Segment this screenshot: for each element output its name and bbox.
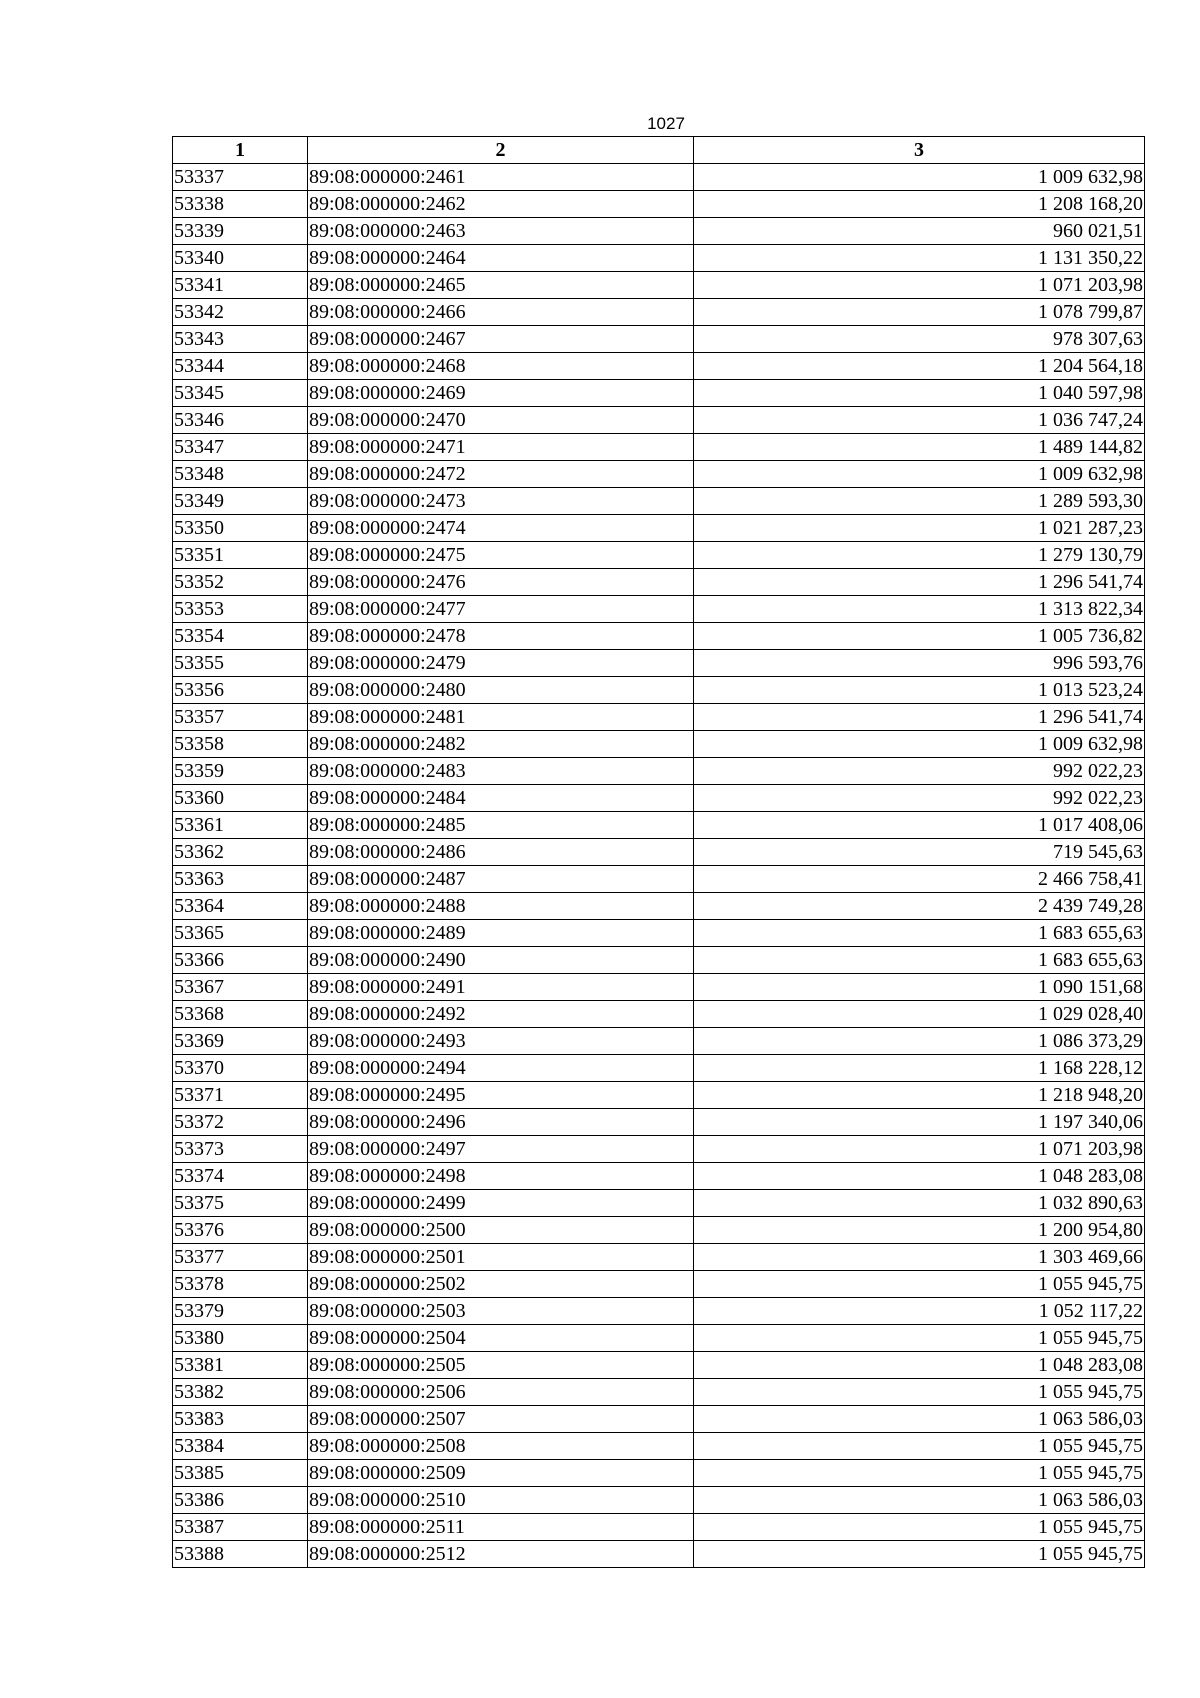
table-row — [173, 1271, 1145, 1298]
cell-cadastral-id: 89:08:000000:2479 — [308, 650, 694, 677]
table-row — [173, 1217, 1145, 1244]
cell-cadastral-id: 89:08:000000:2465 — [308, 272, 694, 299]
cell-number: 53365 — [173, 920, 308, 947]
table-row — [173, 1541, 1145, 1568]
table-row — [173, 677, 1145, 704]
cell-value: 1 063 586,03 — [694, 1406, 1145, 1433]
cell-cadastral-id: 89:08:000000:2462 — [308, 191, 694, 218]
cell-number: 53352 — [173, 569, 308, 596]
cell-cadastral-id: 89:08:000000:2509 — [308, 1460, 694, 1487]
cell-number: 53361 — [173, 812, 308, 839]
cell-number: 53385 — [173, 1460, 308, 1487]
cell-value: 1 055 945,75 — [694, 1379, 1145, 1406]
cell-number: 53355 — [173, 650, 308, 677]
cell-value: 1 078 799,87 — [694, 299, 1145, 326]
table-row — [173, 893, 1145, 920]
header-col-1: 1 — [173, 137, 308, 164]
cell-cadastral-id: 89:08:000000:2493 — [308, 1028, 694, 1055]
table-row — [173, 326, 1145, 353]
cell-number: 53340 — [173, 245, 308, 272]
cell-value: 1 017 408,06 — [694, 812, 1145, 839]
cell-cadastral-id: 89:08:000000:2489 — [308, 920, 694, 947]
table-row — [173, 245, 1145, 272]
cell-cadastral-id: 89:08:000000:2507 — [308, 1406, 694, 1433]
cell-number: 53348 — [173, 461, 308, 488]
cell-number: 53383 — [173, 1406, 308, 1433]
cell-cadastral-id: 89:08:000000:2491 — [308, 974, 694, 1001]
cell-number: 53349 — [173, 488, 308, 515]
table-row — [173, 623, 1145, 650]
cell-cadastral-id: 89:08:000000:2497 — [308, 1136, 694, 1163]
cell-cadastral-id: 89:08:000000:2502 — [308, 1271, 694, 1298]
header-col-2: 2 — [308, 137, 694, 164]
cell-cadastral-id: 89:08:000000:2473 — [308, 488, 694, 515]
table-row — [173, 1001, 1145, 1028]
cell-cadastral-id: 89:08:000000:2472 — [308, 461, 694, 488]
table-row — [173, 407, 1145, 434]
table-row — [173, 731, 1145, 758]
cell-cadastral-id: 89:08:000000:2469 — [308, 380, 694, 407]
cell-number: 53384 — [173, 1433, 308, 1460]
cell-number: 53371 — [173, 1082, 308, 1109]
cell-number: 53369 — [173, 1028, 308, 1055]
cell-value: 1 683 655,63 — [694, 920, 1145, 947]
cell-number: 53343 — [173, 326, 308, 353]
cell-number: 53364 — [173, 893, 308, 920]
cell-number: 53370 — [173, 1055, 308, 1082]
cell-value: 1 032 890,63 — [694, 1190, 1145, 1217]
cell-cadastral-id: 89:08:000000:2512 — [308, 1541, 694, 1568]
cell-value: 1 090 151,68 — [694, 974, 1145, 1001]
cell-cadastral-id: 89:08:000000:2485 — [308, 812, 694, 839]
cell-cadastral-id: 89:08:000000:2488 — [308, 893, 694, 920]
cell-number: 53339 — [173, 218, 308, 245]
table-row — [173, 1487, 1145, 1514]
cell-cadastral-id: 89:08:000000:2483 — [308, 758, 694, 785]
cell-number: 53346 — [173, 407, 308, 434]
cell-value: 2 439 749,28 — [694, 893, 1145, 920]
table-row — [173, 488, 1145, 515]
cell-cadastral-id: 89:08:000000:2492 — [308, 1001, 694, 1028]
table-row — [173, 1055, 1145, 1082]
cell-number: 53374 — [173, 1163, 308, 1190]
cell-number: 53350 — [173, 515, 308, 542]
cell-number: 53387 — [173, 1514, 308, 1541]
cell-value: 1 296 541,74 — [694, 704, 1145, 731]
cell-cadastral-id: 89:08:000000:2463 — [308, 218, 694, 245]
table-row — [173, 1028, 1145, 1055]
cell-cadastral-id: 89:08:000000:2468 — [308, 353, 694, 380]
cell-value: 960 021,51 — [694, 218, 1145, 245]
cell-number: 53388 — [173, 1541, 308, 1568]
cell-value: 1 204 564,18 — [694, 353, 1145, 380]
cell-value: 1 048 283,08 — [694, 1352, 1145, 1379]
cell-value: 978 307,63 — [694, 326, 1145, 353]
cell-number: 53380 — [173, 1325, 308, 1352]
cell-number: 53344 — [173, 353, 308, 380]
cell-number: 53373 — [173, 1136, 308, 1163]
cell-cadastral-id: 89:08:000000:2481 — [308, 704, 694, 731]
table-row — [173, 1460, 1145, 1487]
cell-number: 53366 — [173, 947, 308, 974]
table-row — [173, 1109, 1145, 1136]
table-row — [173, 1082, 1145, 1109]
cell-value: 1 218 948,20 — [694, 1082, 1145, 1109]
table-row — [173, 1352, 1145, 1379]
cell-cadastral-id: 89:08:000000:2503 — [308, 1298, 694, 1325]
cell-cadastral-id: 89:08:000000:2494 — [308, 1055, 694, 1082]
cell-number: 53360 — [173, 785, 308, 812]
cell-value: 1 009 632,98 — [694, 164, 1145, 191]
cell-cadastral-id: 89:08:000000:2466 — [308, 299, 694, 326]
cell-number: 53353 — [173, 596, 308, 623]
table-row — [173, 164, 1145, 191]
cell-number: 53347 — [173, 434, 308, 461]
cell-number: 53382 — [173, 1379, 308, 1406]
table-row — [173, 1298, 1145, 1325]
cell-value: 1 289 593,30 — [694, 488, 1145, 515]
cell-number: 53354 — [173, 623, 308, 650]
cell-value: 1 313 822,34 — [694, 596, 1145, 623]
cell-number: 53381 — [173, 1352, 308, 1379]
cell-value: 992 022,23 — [694, 785, 1145, 812]
cell-value: 1 009 632,98 — [694, 461, 1145, 488]
cell-value: 1 208 168,20 — [694, 191, 1145, 218]
cell-number: 53367 — [173, 974, 308, 1001]
cell-value: 1 071 203,98 — [694, 272, 1145, 299]
cell-value: 1 303 469,66 — [694, 1244, 1145, 1271]
cell-cadastral-id: 89:08:000000:2475 — [308, 542, 694, 569]
cell-value: 2 466 758,41 — [694, 866, 1145, 893]
cell-cadastral-id: 89:08:000000:2487 — [308, 866, 694, 893]
cell-value: 1 086 373,29 — [694, 1028, 1145, 1055]
cell-number: 53341 — [173, 272, 308, 299]
cell-value: 1 063 586,03 — [694, 1487, 1145, 1514]
page-number: 1027 — [647, 114, 685, 133]
cell-number: 53359 — [173, 758, 308, 785]
table-row — [173, 1163, 1145, 1190]
cell-value: 1 055 945,75 — [694, 1541, 1145, 1568]
table-row — [173, 380, 1145, 407]
cell-value: 1 071 203,98 — [694, 1136, 1145, 1163]
cell-cadastral-id: 89:08:000000:2490 — [308, 947, 694, 974]
table-row — [173, 272, 1145, 299]
table-row — [173, 1514, 1145, 1541]
table-row — [173, 1433, 1145, 1460]
table-row — [173, 515, 1145, 542]
cell-cadastral-id: 89:08:000000:2476 — [308, 569, 694, 596]
header-row — [173, 137, 1145, 164]
cell-value: 1 013 523,24 — [694, 677, 1145, 704]
cell-number: 53379 — [173, 1298, 308, 1325]
header-col-3: 3 — [694, 137, 1145, 164]
table-row — [173, 461, 1145, 488]
table-row — [173, 569, 1145, 596]
cell-value: 1 131 350,22 — [694, 245, 1145, 272]
cell-value: 1 168 228,12 — [694, 1055, 1145, 1082]
table-row — [173, 542, 1145, 569]
cell-cadastral-id: 89:08:000000:2470 — [308, 407, 694, 434]
cell-value: 992 022,23 — [694, 758, 1145, 785]
cell-value: 1 683 655,63 — [694, 947, 1145, 974]
cell-number: 53358 — [173, 731, 308, 758]
table-row — [173, 1325, 1145, 1352]
cell-value: 1 055 945,75 — [694, 1433, 1145, 1460]
cell-cadastral-id: 89:08:000000:2505 — [308, 1352, 694, 1379]
cell-cadastral-id: 89:08:000000:2500 — [308, 1217, 694, 1244]
cell-number: 53338 — [173, 191, 308, 218]
cell-cadastral-id: 89:08:000000:2498 — [308, 1163, 694, 1190]
cell-cadastral-id: 89:08:000000:2467 — [308, 326, 694, 353]
table-row — [173, 1379, 1145, 1406]
table-row — [173, 785, 1145, 812]
data-table — [172, 136, 1145, 1568]
cell-cadastral-id: 89:08:000000:2464 — [308, 245, 694, 272]
table-row — [173, 866, 1145, 893]
cell-value: 1 279 130,79 — [694, 542, 1145, 569]
cell-value: 1 055 945,75 — [694, 1325, 1145, 1352]
cell-cadastral-id: 89:08:000000:2478 — [308, 623, 694, 650]
cell-number: 53337 — [173, 164, 308, 191]
table-row — [173, 1190, 1145, 1217]
table-row — [173, 650, 1145, 677]
cell-value: 1 048 283,08 — [694, 1163, 1145, 1190]
table-row — [173, 947, 1145, 974]
cell-value: 1 036 747,24 — [694, 407, 1145, 434]
cell-cadastral-id: 89:08:000000:2482 — [308, 731, 694, 758]
cell-number: 53345 — [173, 380, 308, 407]
table-row — [173, 812, 1145, 839]
cell-value: 1 197 340,06 — [694, 1109, 1145, 1136]
cell-number: 53376 — [173, 1217, 308, 1244]
cell-number: 53368 — [173, 1001, 308, 1028]
table-row — [173, 1244, 1145, 1271]
cell-number: 53356 — [173, 677, 308, 704]
table-row — [173, 353, 1145, 380]
table-row — [173, 1406, 1145, 1433]
cell-cadastral-id: 89:08:000000:2504 — [308, 1325, 694, 1352]
cell-value: 1 055 945,75 — [694, 1271, 1145, 1298]
table-row — [173, 1136, 1145, 1163]
cell-value: 1 200 954,80 — [694, 1217, 1145, 1244]
cell-cadastral-id: 89:08:000000:2461 — [308, 164, 694, 191]
table-row — [173, 704, 1145, 731]
table-header — [173, 137, 1145, 164]
table-row — [173, 839, 1145, 866]
cell-cadastral-id: 89:08:000000:2480 — [308, 677, 694, 704]
table-row — [173, 596, 1145, 623]
cell-number: 53351 — [173, 542, 308, 569]
cell-cadastral-id: 89:08:000000:2474 — [308, 515, 694, 542]
cell-value: 1 489 144,82 — [694, 434, 1145, 461]
cell-cadastral-id: 89:08:000000:2477 — [308, 596, 694, 623]
cell-value: 1 021 287,23 — [694, 515, 1145, 542]
cell-cadastral-id: 89:08:000000:2506 — [308, 1379, 694, 1406]
cell-value: 1 055 945,75 — [694, 1460, 1145, 1487]
cell-number: 53342 — [173, 299, 308, 326]
cell-value: 1 040 597,98 — [694, 380, 1145, 407]
cell-number: 53386 — [173, 1487, 308, 1514]
cell-cadastral-id: 89:08:000000:2496 — [308, 1109, 694, 1136]
cell-cadastral-id: 89:08:000000:2511 — [308, 1514, 694, 1541]
cell-number: 53372 — [173, 1109, 308, 1136]
cell-number: 53378 — [173, 1271, 308, 1298]
cell-cadastral-id: 89:08:000000:2486 — [308, 839, 694, 866]
table-row — [173, 758, 1145, 785]
cell-value: 1 009 632,98 — [694, 731, 1145, 758]
cell-number: 53377 — [173, 1244, 308, 1271]
table-row — [173, 920, 1145, 947]
cell-number: 53357 — [173, 704, 308, 731]
cell-cadastral-id: 89:08:000000:2508 — [308, 1433, 694, 1460]
cell-value: 1 055 945,75 — [694, 1514, 1145, 1541]
cell-cadastral-id: 89:08:000000:2499 — [308, 1190, 694, 1217]
table-row — [173, 218, 1145, 245]
cell-cadastral-id: 89:08:000000:2495 — [308, 1082, 694, 1109]
cell-value: 1 296 541,74 — [694, 569, 1145, 596]
table-body — [173, 164, 1145, 1568]
cell-value: 719 545,63 — [694, 839, 1145, 866]
cell-cadastral-id: 89:08:000000:2471 — [308, 434, 694, 461]
table-row — [173, 191, 1145, 218]
cell-cadastral-id: 89:08:000000:2501 — [308, 1244, 694, 1271]
cell-cadastral-id: 89:08:000000:2510 — [308, 1487, 694, 1514]
cell-value: 996 593,76 — [694, 650, 1145, 677]
cell-value: 1 052 117,22 — [694, 1298, 1145, 1325]
cell-number: 53363 — [173, 866, 308, 893]
cell-value: 1 029 028,40 — [694, 1001, 1145, 1028]
table-row — [173, 434, 1145, 461]
table-row — [173, 299, 1145, 326]
table-row — [173, 974, 1145, 1001]
cell-value: 1 005 736,82 — [694, 623, 1145, 650]
cell-number: 53362 — [173, 839, 308, 866]
cell-cadastral-id: 89:08:000000:2484 — [308, 785, 694, 812]
cell-number: 53375 — [173, 1190, 308, 1217]
